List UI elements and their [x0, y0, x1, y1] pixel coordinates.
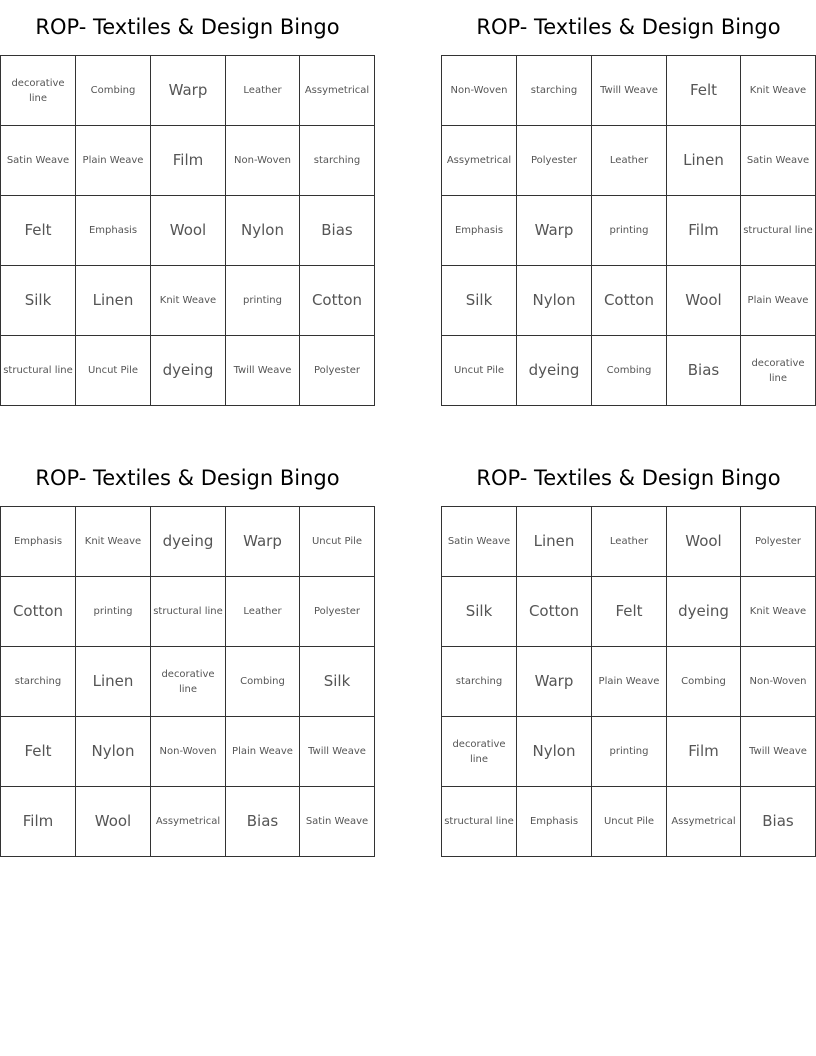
bingo-cell: Satin Weave: [1, 126, 76, 196]
bingo-cell: Film: [1, 787, 76, 857]
bingo-cell: Film: [667, 717, 741, 787]
bingo-cell: Satin Weave: [300, 787, 375, 857]
bingo-cell: Non-Woven: [151, 717, 226, 787]
bingo-cell: Plain Weave: [226, 717, 300, 787]
bingo-cell: starching: [517, 56, 592, 126]
bingo-cell: starching: [1, 647, 76, 717]
bingo-cell: Combing: [226, 647, 300, 717]
bingo-cell: Satin Weave: [442, 507, 517, 577]
bingo-cell: Cotton: [1, 577, 76, 647]
bingo-cell: Twill Weave: [226, 336, 300, 406]
bingo-cell: Twill Weave: [741, 717, 816, 787]
bingo-cell: Leather: [592, 507, 667, 577]
bingo-cell: decorative line: [741, 336, 816, 406]
bingo-cell: Bias: [667, 336, 741, 406]
bingo-cell: printing: [592, 717, 667, 787]
bingo-cell: Emphasis: [517, 787, 592, 857]
bingo-cell: Knit Weave: [76, 507, 151, 577]
bingo-cell: Wool: [151, 196, 226, 266]
bingo-cell: Warp: [517, 196, 592, 266]
bingo-grid: [441, 506, 816, 857]
bingo-cell: printing: [592, 196, 667, 266]
bingo-cell: dyeing: [667, 577, 741, 647]
card-title: ROP- Textiles & Design Bingo: [476, 15, 781, 39]
bingo-cell: Plain Weave: [76, 126, 151, 196]
bingo-cell: Linen: [76, 266, 151, 336]
bingo-cell: Cotton: [517, 577, 592, 647]
bingo-cell: Polyester: [300, 577, 375, 647]
bingo-cell: structural line: [151, 577, 226, 647]
bingo-cell: Assymetrical: [667, 787, 741, 857]
bingo-cell: Polyester: [517, 126, 592, 196]
bingo-cell: Twill Weave: [300, 717, 375, 787]
bingo-cell: Felt: [1, 196, 76, 266]
bingo-cell: Nylon: [76, 717, 151, 787]
bingo-cell: Warp: [517, 647, 592, 717]
bingo-cell: Assymetrical: [442, 126, 517, 196]
bingo-cell: Silk: [442, 266, 517, 336]
bingo-cell: structural line: [442, 787, 517, 857]
bingo-cell: Combing: [76, 56, 151, 126]
bingo-cell: Film: [667, 196, 741, 266]
bingo-grid: [0, 55, 375, 406]
bingo-cell: Linen: [517, 507, 592, 577]
bingo-cell: starching: [442, 647, 517, 717]
bingo-cell: Polyester: [741, 507, 816, 577]
card-title: ROP- Textiles & Design Bingo: [35, 466, 340, 490]
bingo-cell: Bias: [300, 196, 375, 266]
bingo-cell: printing: [226, 266, 300, 336]
bingo-cell: Leather: [592, 126, 667, 196]
bingo-cell: Leather: [226, 577, 300, 647]
bingo-cell: structural line: [741, 196, 816, 266]
bingo-cell: Knit Weave: [151, 266, 226, 336]
bingo-cell: Combing: [667, 647, 741, 717]
bingo-cell: Polyester: [300, 336, 375, 406]
bingo-cell: Nylon: [517, 717, 592, 787]
bingo-cell: Uncut Pile: [76, 336, 151, 406]
bingo-cell: Silk: [300, 647, 375, 717]
bingo-cell: Uncut Pile: [592, 787, 667, 857]
bingo-cell: decorative line: [1, 56, 76, 126]
bingo-cell: Knit Weave: [741, 56, 816, 126]
bingo-cell: Nylon: [226, 196, 300, 266]
bingo-cell: Bias: [741, 787, 816, 857]
bingo-cell: dyeing: [517, 336, 592, 406]
bingo-cell: Silk: [442, 577, 517, 647]
bingo-cell: Warp: [226, 507, 300, 577]
bingo-cell: Bias: [226, 787, 300, 857]
bingo-cell: dyeing: [151, 507, 226, 577]
bingo-cell: Assymetrical: [300, 56, 375, 126]
bingo-cell: Combing: [592, 336, 667, 406]
bingo-cell: Leather: [226, 56, 300, 126]
bingo-cell: Uncut Pile: [442, 336, 517, 406]
bingo-cell: Emphasis: [442, 196, 517, 266]
bingo-cell: Warp: [151, 56, 226, 126]
bingo-cell: Assymetrical: [151, 787, 226, 857]
bingo-cell: Silk: [1, 266, 76, 336]
bingo-cell: Linen: [667, 126, 741, 196]
bingo-cell: Satin Weave: [741, 126, 816, 196]
bingo-cell: Knit Weave: [741, 577, 816, 647]
bingo-cell: Felt: [1, 717, 76, 787]
bingo-cell: Cotton: [300, 266, 375, 336]
bingo-cell: decorative line: [151, 647, 226, 717]
bingo-cell: Uncut Pile: [300, 507, 375, 577]
bingo-cell: decorative line: [442, 717, 517, 787]
bingo-cell: Wool: [76, 787, 151, 857]
bingo-cell: Non-Woven: [741, 647, 816, 717]
bingo-grid: [441, 55, 816, 406]
bingo-cell: structural line: [1, 336, 76, 406]
bingo-cell: Film: [151, 126, 226, 196]
bingo-cell: Plain Weave: [592, 647, 667, 717]
card-title: ROP- Textiles & Design Bingo: [35, 15, 340, 39]
bingo-cell: Emphasis: [76, 196, 151, 266]
bingo-cell: Felt: [592, 577, 667, 647]
bingo-cell: Linen: [76, 647, 151, 717]
bingo-cell: Plain Weave: [741, 266, 816, 336]
bingo-grid: [0, 506, 375, 857]
bingo-cell: Twill Weave: [592, 56, 667, 126]
bingo-cell: Wool: [667, 266, 741, 336]
bingo-cell: Felt: [667, 56, 741, 126]
bingo-cell: starching: [300, 126, 375, 196]
card-title: ROP- Textiles & Design Bingo: [476, 466, 781, 490]
bingo-cell: Emphasis: [1, 507, 76, 577]
bingo-cell: Non-Woven: [226, 126, 300, 196]
bingo-cell: dyeing: [151, 336, 226, 406]
bingo-cell: printing: [76, 577, 151, 647]
bingo-cell: Wool: [667, 507, 741, 577]
bingo-cell: Cotton: [592, 266, 667, 336]
bingo-cell: Nylon: [517, 266, 592, 336]
bingo-cell: Non-Woven: [442, 56, 517, 126]
